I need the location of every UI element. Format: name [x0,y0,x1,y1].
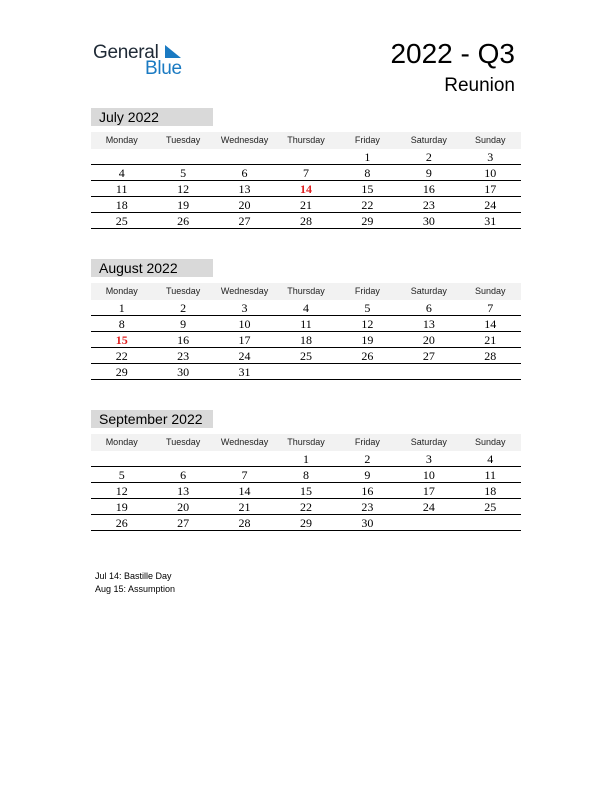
month-calendar-july [91,108,521,229]
day-cell: 8 [118,317,125,331]
day-cell: 17 [422,484,435,498]
day-cell: 30 [422,214,435,228]
day-cell: 8 [364,166,371,180]
day-cell: 6 [425,301,432,315]
day-cell: 7 [241,468,248,482]
week-row [91,348,521,364]
day-cell: 1 [364,150,371,164]
weekday-label: Friday [354,286,380,296]
day-cell: 23 [361,500,374,514]
day-cell: 29 [115,365,128,379]
weekday-label: Thursday [287,135,325,145]
day-cell: 11 [115,182,128,196]
day-cell: 23 [177,349,190,363]
weekday-label: Friday [354,135,380,145]
day-cell: 8 [302,468,309,482]
day-cell: 18 [299,333,312,347]
day-cell: 21 [484,333,497,347]
day-cell: 1 [302,452,309,466]
month-title: September 2022 [91,410,213,428]
day-cell: 17 [238,333,251,347]
weeks-grid [91,300,521,380]
day-cell: 14 [484,317,497,331]
week-row [91,213,521,229]
weekday-header [91,434,521,451]
day-cell: 25 [484,500,497,514]
day-cell [337,364,398,379]
weekday-label: Thursday [287,437,325,447]
day-cell: 13 [422,317,435,331]
month-title: August 2022 [91,259,213,277]
day-cell: 15 [299,484,312,498]
day-cell: 17 [484,182,497,196]
weekday-label: Friday [354,437,380,447]
week-row [91,483,521,499]
day-cell [214,149,275,164]
day-cell: 31 [238,365,251,379]
day-cell: 26 [115,516,128,530]
week-row [91,316,521,332]
week-row [91,364,521,380]
day-cell: 16 [177,333,190,347]
day-cell: 18 [484,484,497,498]
weeks-grid [91,451,521,531]
day-cell [275,149,336,164]
day-cell [398,364,459,379]
week-row [91,467,521,483]
month-calendar-august [91,259,521,380]
day-cell: 4 [118,166,125,180]
day-cell: 25 [115,214,128,228]
day-cell [460,364,521,379]
weekday-label: Tuesday [166,135,201,145]
weekday-label: Saturday [410,135,447,145]
day-cell: 18 [115,198,128,212]
day-cell: 2 [180,301,187,315]
day-cell: 10 [238,317,251,331]
day-cell: 22 [299,500,312,514]
day-cell: 13 [177,484,190,498]
day-cell: 1 [118,301,125,315]
day-cell: 27 [422,349,435,363]
holiday-note: Aug 15: Assumption [95,584,176,594]
day-cell: 27 [238,214,251,228]
day-cell: 5 [118,468,125,482]
region-label: Reunion [444,75,515,96]
holiday-notes [95,570,175,596]
day-cell [275,364,336,379]
day-cell: 11 [484,468,497,482]
day-cell: 3 [425,452,432,466]
day-cell: 14 [299,182,312,196]
day-cell: 10 [484,166,497,180]
week-row [91,197,521,213]
day-cell: 14 [238,484,251,498]
day-cell: 11 [300,317,312,331]
day-cell: 21 [238,500,251,514]
day-cell: 13 [238,182,251,196]
day-cell: 2 [425,150,432,164]
weekday-label: Sunday [474,286,506,296]
day-cell [460,515,521,530]
day-cell: 12 [361,317,374,331]
day-cell: 24 [484,198,497,212]
day-cell [152,451,213,466]
day-cell: 6 [180,468,187,482]
day-cell: 5 [180,166,187,180]
day-cell: 28 [238,516,251,530]
day-cell: 7 [487,301,494,315]
day-cell [91,451,152,466]
weekday-label: Thursday [287,286,325,296]
day-cell: 15 [361,182,374,196]
day-cell: 19 [115,500,128,514]
weekday-header [91,132,521,149]
month-title: July 2022 [91,108,213,126]
day-cell: 9 [364,468,371,482]
weekday-label: Wednesday [220,437,269,447]
day-cell: 26 [177,214,190,228]
week-row [91,300,521,316]
holiday-note: Jul 14: Bastille Day [95,571,172,581]
day-cell: 31 [484,214,497,228]
day-cell: 23 [422,198,435,212]
day-cell: 20 [177,500,190,514]
day-cell: 12 [115,484,128,498]
weekday-label: Saturday [410,437,447,447]
week-row [91,149,521,165]
logo-text-blue: Blue [145,58,182,79]
day-cell: 24 [422,500,435,514]
day-cell: 19 [177,198,190,212]
day-cell: 6 [241,166,248,180]
day-cell: 16 [422,182,435,196]
day-cell: 29 [299,516,312,530]
weekday-label: Monday [105,135,138,145]
day-cell: 4 [302,301,309,315]
day-cell: 30 [177,365,190,379]
weekday-label: Saturday [410,286,447,296]
day-cell: 26 [361,349,374,363]
weekday-label: Wednesday [220,135,269,145]
weekday-label: Monday [105,437,138,447]
day-cell: 28 [299,214,312,228]
week-row [91,165,521,181]
page-title: 2022 - Q3 [390,38,515,69]
day-cell: 3 [241,301,248,315]
weekday-label: Wednesday [220,286,269,296]
weekday-label: Tuesday [166,286,201,296]
month-calendar-september [91,410,521,531]
day-cell: 9 [425,166,432,180]
day-cell: 3 [487,150,494,164]
day-cell [152,149,213,164]
day-cell: 19 [361,333,374,347]
day-cell: 5 [364,301,371,315]
day-cell: 28 [484,349,497,363]
week-row [91,332,521,348]
day-cell: 9 [180,317,187,331]
day-cell [214,451,275,466]
weekday-label: Sunday [474,135,506,145]
week-row [91,499,521,515]
day-cell: 10 [422,468,435,482]
weekday-label: Tuesday [166,437,201,447]
day-cell: 7 [302,166,309,180]
weeks-grid [91,149,521,229]
week-row [91,515,521,531]
weekday-label: Monday [105,286,138,296]
generalblue-logo [93,40,193,80]
day-cell: 21 [299,198,312,212]
weekday-label: Sunday [474,437,506,447]
day-cell: 12 [177,182,190,196]
week-row [91,181,521,197]
weekday-header [91,283,521,300]
logo-text-general: General [93,42,159,63]
day-cell: 2 [364,452,371,466]
day-cell: 20 [238,198,251,212]
day-cell: 20 [422,333,435,347]
day-cell: 29 [361,214,374,228]
day-cell [398,515,459,530]
day-cell: 27 [177,516,190,530]
day-cell: 24 [238,349,251,363]
day-cell: 25 [299,349,312,363]
day-cell: 15 [115,333,128,347]
day-cell: 16 [361,484,374,498]
day-cell: 22 [361,198,374,212]
week-row [91,451,521,467]
day-cell [91,149,152,164]
day-cell: 22 [115,349,128,363]
day-cell: 4 [487,452,494,466]
day-cell: 30 [361,516,374,530]
